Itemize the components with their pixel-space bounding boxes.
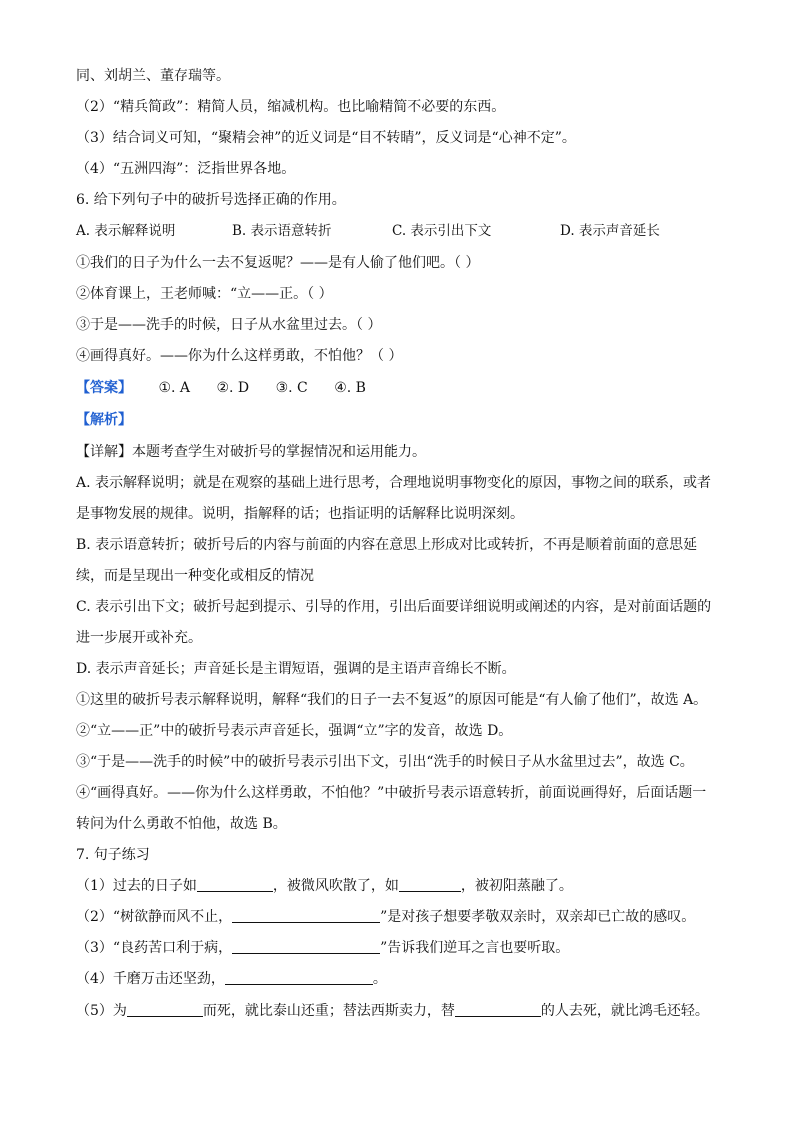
explain-b-2: 续，而是呈现出一种变化或相反的情况 <box>76 568 314 584</box>
fill-text: 的人去死，就比鸿毛还轻。 <box>540 1003 709 1019</box>
fill-text: ”告诉我们逆耳之言也要听取。 <box>380 940 570 956</box>
explain-a-1: A. 表示解释说明；就是在观察的基础上进行思考，合理地说明事物变化的原因，事物之间的联系，或者 <box>76 475 712 491</box>
explain-c-2: 进一步展开或补充。 <box>76 630 202 646</box>
explain-d-1: D. 表示声音延长；声音延长是主谓短语，强调的是主语声音绵长不断。 <box>76 661 516 677</box>
blank-field[interactable] <box>197 877 273 892</box>
fill-text: （2）“树欲静而风不止， <box>76 909 233 925</box>
explain-4b: 转问为什么勇敢不怕他，故选 B。 <box>76 816 287 832</box>
explain-3: ③“于是——洗手的时候”中的破折号表示引出下文，引出“洗手的时候日子从水盆里过去”，故选 C。 <box>76 754 694 770</box>
explain-c-1: C. 表示引出下文；破折号起到提示、引导的作用，引出后面要详细说明或阐述的内容，是对前面话题的 <box>76 599 712 615</box>
text-line: （3）结合词义可知，“聚精会神”的近义词是“目不转睛”，反义词是“心神不定”。 <box>76 130 576 146</box>
blank-field[interactable] <box>127 1002 203 1017</box>
blank-field[interactable] <box>232 908 380 923</box>
fill-text: （4）千磨万击还坚劲， <box>76 971 225 987</box>
sentence-3: ③于是——洗手的时候，日子从水盆里过去。（ ） <box>76 317 382 333</box>
fill-text: ，被微风吹散了，如 <box>272 878 399 894</box>
fill-text: ，被初阳蒸融了。 <box>460 878 573 894</box>
fill-text: （3）“良药苦口利于病， <box>76 940 233 956</box>
explain-a-2: 是事物发展的规律。说明，指解释的话；也指证明的话解释比说明深刻。 <box>76 506 524 522</box>
text-line: （2）“精兵简政”：精简人员，缩减机构。也比喻精简不必要的东西。 <box>76 99 506 115</box>
sentence-4: ④画得真好。——你为什么这样勇敢，不怕他？（ ） <box>76 348 403 364</box>
blank-field[interactable] <box>399 877 461 892</box>
analysis-tag: 【解析】 <box>76 412 132 428</box>
fill-line-3 <box>76 938 736 958</box>
fill-text: （1）过去的日子如 <box>76 878 197 894</box>
option-a: A. 表示解释说明 <box>76 223 176 239</box>
answer-line <box>76 378 736 398</box>
explain-4a: ④“画得真好。——你为什么这样勇敢，不怕他？”中破折号表示语意转折，前面说画得好，后面话题一 <box>76 785 707 801</box>
sentence-1: ①我们的日子为什么一去不复返呢？——是有人偷了他们吧。（ ） <box>76 255 480 271</box>
answer-item: ③. C <box>275 380 308 396</box>
answer-item: ①. A <box>158 380 191 396</box>
question-7-title: 7. 句子练习 <box>76 847 150 863</box>
explain-1: ①这里的破折号表示解释说明，解释“我们的日子一去不复返”的原因可能是“有人偷了他们”，故选 A。 <box>76 692 708 708</box>
detail-line: 【详解】本题考查学生对破折号的掌握情况和运用能力。 <box>76 444 426 460</box>
text-line: 同、刘胡兰、董存瑞等。 <box>76 68 230 84</box>
fill-line-2 <box>76 907 736 927</box>
option-b: B. 表示语意转折 <box>232 223 332 239</box>
blank-field[interactable] <box>225 970 373 985</box>
blank-field[interactable] <box>232 939 380 954</box>
fill-line-5 <box>76 1001 736 1021</box>
fill-text: 而死，就比泰山还重；替法西斯卖力，替 <box>202 1003 455 1019</box>
question-6-title: 6. 给下列句子中的破折号选择正确的作用。 <box>76 192 346 208</box>
fill-line-1 <box>76 876 736 896</box>
option-c: C. 表示引出下文 <box>392 223 492 239</box>
blank-field[interactable] <box>455 1002 541 1017</box>
fill-text: ”是对孩子想要孝敬双亲时，双亲却已亡故的感叹。 <box>380 909 696 925</box>
answer-item: ④. B <box>334 380 366 396</box>
fill-text: 。 <box>372 971 387 987</box>
answer-tag: 【答案】 <box>76 380 132 396</box>
explain-2: ②“立——正”中的破折号表示声音延长，强调“立”字的发音，故选 D。 <box>76 723 513 739</box>
explain-b-1: B. 表示语意转折；破折号后的内容与前面的内容在意思上形成对比或转折，不再是顺着前面的意思延 <box>76 537 698 553</box>
sentence-2: ②体育课上，王老师喊：“立——正。（ ） <box>76 286 333 302</box>
fill-text: （5）为 <box>76 1003 127 1019</box>
answer-item: ②. D <box>216 380 250 396</box>
option-d: D. 表示声音延长 <box>560 223 660 239</box>
text-line: （4）“五洲四海”：泛指世界各地。 <box>76 161 296 177</box>
fill-line-4 <box>76 969 736 989</box>
